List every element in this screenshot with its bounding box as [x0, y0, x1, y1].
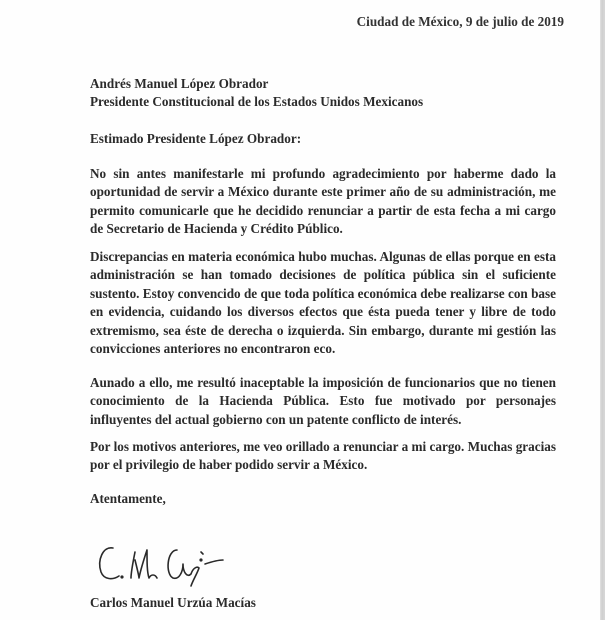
recipient-block	[90, 75, 556, 112]
recipient-name: Andrés Manuel López Obrador	[90, 76, 269, 91]
signer-name: Carlos Manuel Urzúa Macías	[90, 595, 256, 610]
place-date: Ciudad de México, 9 de julio de 2019	[356, 14, 564, 29]
paragraph-1: No sin antes manifestarle mi profundo agradecimiento por haberme dado la oportunidad de servir a México durante este primer año de su administración, me permito comunicarle que he decidido renunciar a partir de esta fecha a mi cargo de Secretario de Hacienda y Crédito Público.	[90, 166, 556, 237]
page-edge	[600, 0, 605, 620]
closing: Atentamente,	[90, 491, 166, 506]
paragraph-4: Por los motivos anteriores, me veo orillado a renunciar a mi cargo. Muchas gracias por el privilegio de haber podido servir a México.	[90, 439, 556, 473]
signature-icon	[95, 538, 225, 588]
salutation: Estimado Presidente López Obrador:	[90, 131, 302, 146]
paragraph-3: Aunado a ello, me resultó inaceptable la imposición de funcionarios que no tienen conocimiento de la Hacienda Pública. Esto fue motivado por personajes influyentes del actual gobierno con un patente conflicto de interés.	[90, 375, 556, 427]
paragraph-2: Discrepancias en materia económica hubo muchas. Algunas de ellas porque en esta administración se han tomado decisiones de política pública sin el suficiente sustento. Estoy convencido de que toda política económica debe realizarse con base en evidencia, cuidando los diversos efectos que ésta pueda tener y libre de todo extremismo, sea éste de derecha o izquierda. Sin embargo, durante mi gestión las convicciones anteriores no encontraron eco.	[90, 249, 556, 357]
recipient-title: Presidente Constitucional de los Estados Unidos Mexicanos	[90, 94, 424, 110]
